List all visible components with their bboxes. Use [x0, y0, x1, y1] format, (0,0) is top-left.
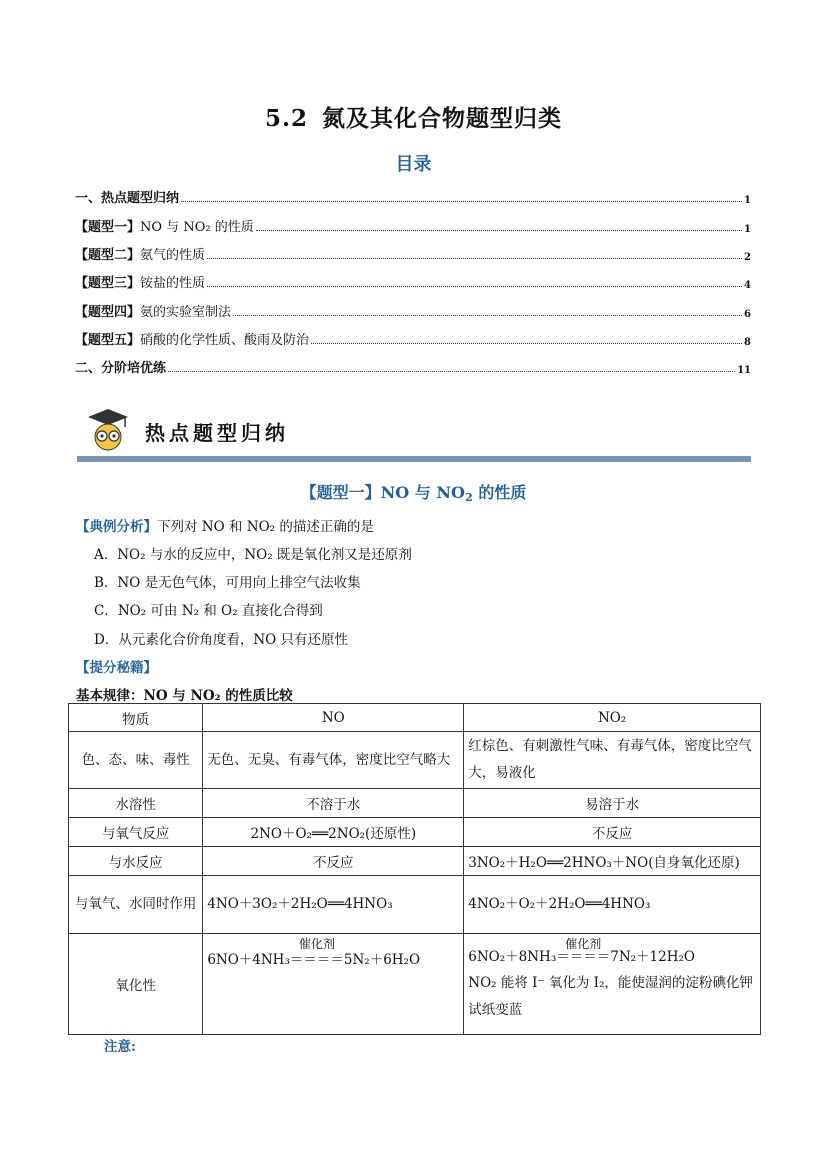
toc-item[interactable]: [75, 245, 751, 263]
no2-equation: [468, 937, 756, 966]
toc-item-prefix: 【题型一】: [75, 220, 141, 235]
table-row: [69, 789, 761, 818]
toc-item[interactable]: [75, 188, 751, 206]
no2-cell: 红棕色、有刺激性气味、有毒气体，密度比空气大，易液化: [464, 732, 761, 789]
prop-cell: 与氧气反应: [69, 818, 203, 847]
page-title: [0, 100, 827, 133]
no-cell: 不溶于水: [203, 789, 464, 818]
toc-item-prefix: 【题型五】: [75, 333, 141, 348]
no-cell: [203, 934, 464, 1035]
scholar-cap-icon: [83, 403, 133, 453]
toc-leader-dots: [181, 201, 742, 202]
toc-leader-dots: [207, 286, 742, 287]
toc-item-text: 硝酸的化学性质、酸雨及防治: [140, 333, 310, 348]
section-banner: [77, 400, 751, 466]
heading-suffix: 的性质: [472, 483, 527, 502]
toc-item-prefix: 一、热点题型归纳: [75, 191, 180, 206]
no-cell: 2NO＋O₂══2NO₂(还原性): [203, 818, 464, 847]
toc-item-prefix: 【题型二】: [75, 248, 141, 263]
toc-item-text: 氨气的性质: [140, 248, 206, 263]
toc-page-number: 11: [737, 365, 751, 376]
prop-cell: 水溶性: [69, 789, 203, 818]
no2-cell: 易溶于水: [464, 789, 761, 818]
prop-cell: 与水反应: [69, 847, 203, 876]
no-left: 6NO＋4NH₃: [207, 952, 290, 968]
toc-item-label: [75, 357, 166, 376]
toc-item-text: 铵盐的性质: [140, 276, 206, 291]
table-row: [69, 876, 761, 934]
toc-item-text: 氨的实验室制法: [140, 305, 232, 320]
toc-leader-dots: [168, 371, 735, 372]
question-text: 下列对 NO 和 NO₂ 的描述正确的是: [157, 519, 374, 535]
toc-item-label: [75, 216, 254, 235]
toc-item-text: NO 与 NO₂ 的性质: [140, 220, 254, 235]
option-c: C．NO₂ 可由 N₂ 和 O₂ 直接化合得到: [94, 603, 323, 619]
banner-bar: [77, 456, 751, 462]
toc-leader-dots: [311, 343, 742, 344]
header-cell: NO: [203, 704, 464, 732]
toc-item[interactable]: [75, 302, 751, 320]
arrow: ＝＝＝＝: [556, 949, 611, 965]
catalyst-arrow: [556, 937, 611, 966]
prop-cell: 色、态、味、毒性: [69, 732, 203, 789]
toc-leader-dots: [256, 230, 742, 231]
no-right: 5N₂＋6H₂O: [343, 952, 421, 968]
table-row: [69, 732, 761, 789]
no-cell: 4NO＋3O₂＋2H₂O══4HNO₃: [203, 876, 464, 934]
toc-item-prefix: 二、分阶培优练: [75, 361, 167, 376]
no2-cell: [464, 934, 761, 1035]
toc-leader-dots: [233, 315, 742, 316]
option-a: A．NO₂ 与水的反应中，NO₂ 既是氧化剂又是还原剂: [94, 547, 412, 563]
toc-page-number: 4: [744, 280, 751, 291]
toc-item-label: [75, 272, 205, 291]
tips-tag: 【提分秘籍】: [76, 660, 157, 676]
toc-leader-dots: [207, 258, 742, 259]
header-cell: 物质: [69, 704, 203, 732]
catalyst-label: 催化剂: [298, 937, 335, 951]
toc-item-label: [75, 244, 205, 263]
no2-cell: 3NO₂＋H₂O══2HNO₃＋NO(自身氧化还原): [464, 847, 761, 876]
toc-item[interactable]: [75, 273, 751, 291]
toc-page-number: 8: [744, 337, 751, 348]
toc-item[interactable]: [75, 217, 751, 235]
no-cell: 不反应: [203, 847, 464, 876]
example-tag: 【典例分析】: [76, 519, 157, 535]
toc-page-number: 1: [744, 224, 751, 235]
example-line: [76, 515, 374, 535]
header-cell: NO₂: [464, 704, 761, 732]
toc-item-prefix: 【题型四】: [75, 305, 141, 320]
table-row: [69, 847, 761, 876]
prop-cell: 与氧气、水同时作用: [69, 876, 203, 934]
option-b: B．NO 是无色气体，可用向上排空气法收集: [94, 575, 361, 591]
arrow: ＝＝＝＝: [289, 952, 344, 968]
toc-item-label: [75, 301, 231, 320]
rule-title: 基本规律：NO 与 NO₂ 的性质比较: [76, 688, 293, 704]
toc-item-prefix: 【题型三】: [75, 276, 141, 291]
toc-page-number: 6: [744, 309, 751, 320]
toc-page-number: 2: [744, 252, 751, 263]
no2-cell: 4NO₂＋O₂＋2H₂O══4HNO₃: [464, 876, 761, 934]
option-d: D．从元素化合价角度看，NO 只有还原性: [94, 632, 348, 648]
toc-page-number: 1: [744, 195, 751, 206]
heading-sub: 2: [464, 489, 473, 504]
table-header-row: [69, 704, 761, 732]
toc-item[interactable]: [75, 330, 751, 348]
banner-text: 热点题型归纳: [145, 421, 289, 445]
toc-item-label: [75, 329, 309, 348]
table-row: [69, 934, 761, 1035]
no2-note: NO₂ 能将 I⁻ 氧化为 I₂，能使湿润的淀粉碘化钾试纸变蓝: [468, 975, 753, 1018]
no2-left: 6NO₂＋8NH₃: [468, 949, 557, 965]
title-text: 氮及其化合物题型归类: [322, 105, 562, 132]
toc-item-label: [75, 187, 179, 206]
note-label: 注意:: [104, 1039, 136, 1055]
comparison-table: [68, 703, 761, 1035]
toc-item[interactable]: [75, 358, 751, 376]
title-number: 5.2: [264, 105, 308, 132]
heading-prefix: 【题型一】NO 与 NO: [300, 483, 465, 502]
no2-cell: 不反应: [464, 818, 761, 847]
no-cell: 无色、无臭、有毒气体，密度比空气略大: [203, 732, 464, 789]
prop-cell: 氧化性: [69, 934, 203, 1035]
catalyst-label: 催化剂: [565, 937, 602, 951]
no2-right: 7N₂＋12H₂O: [610, 949, 695, 965]
section-heading: [0, 480, 827, 504]
toc-heading: 目录: [395, 154, 432, 175]
catalyst-arrow: [289, 937, 344, 968]
table-row: [69, 818, 761, 847]
